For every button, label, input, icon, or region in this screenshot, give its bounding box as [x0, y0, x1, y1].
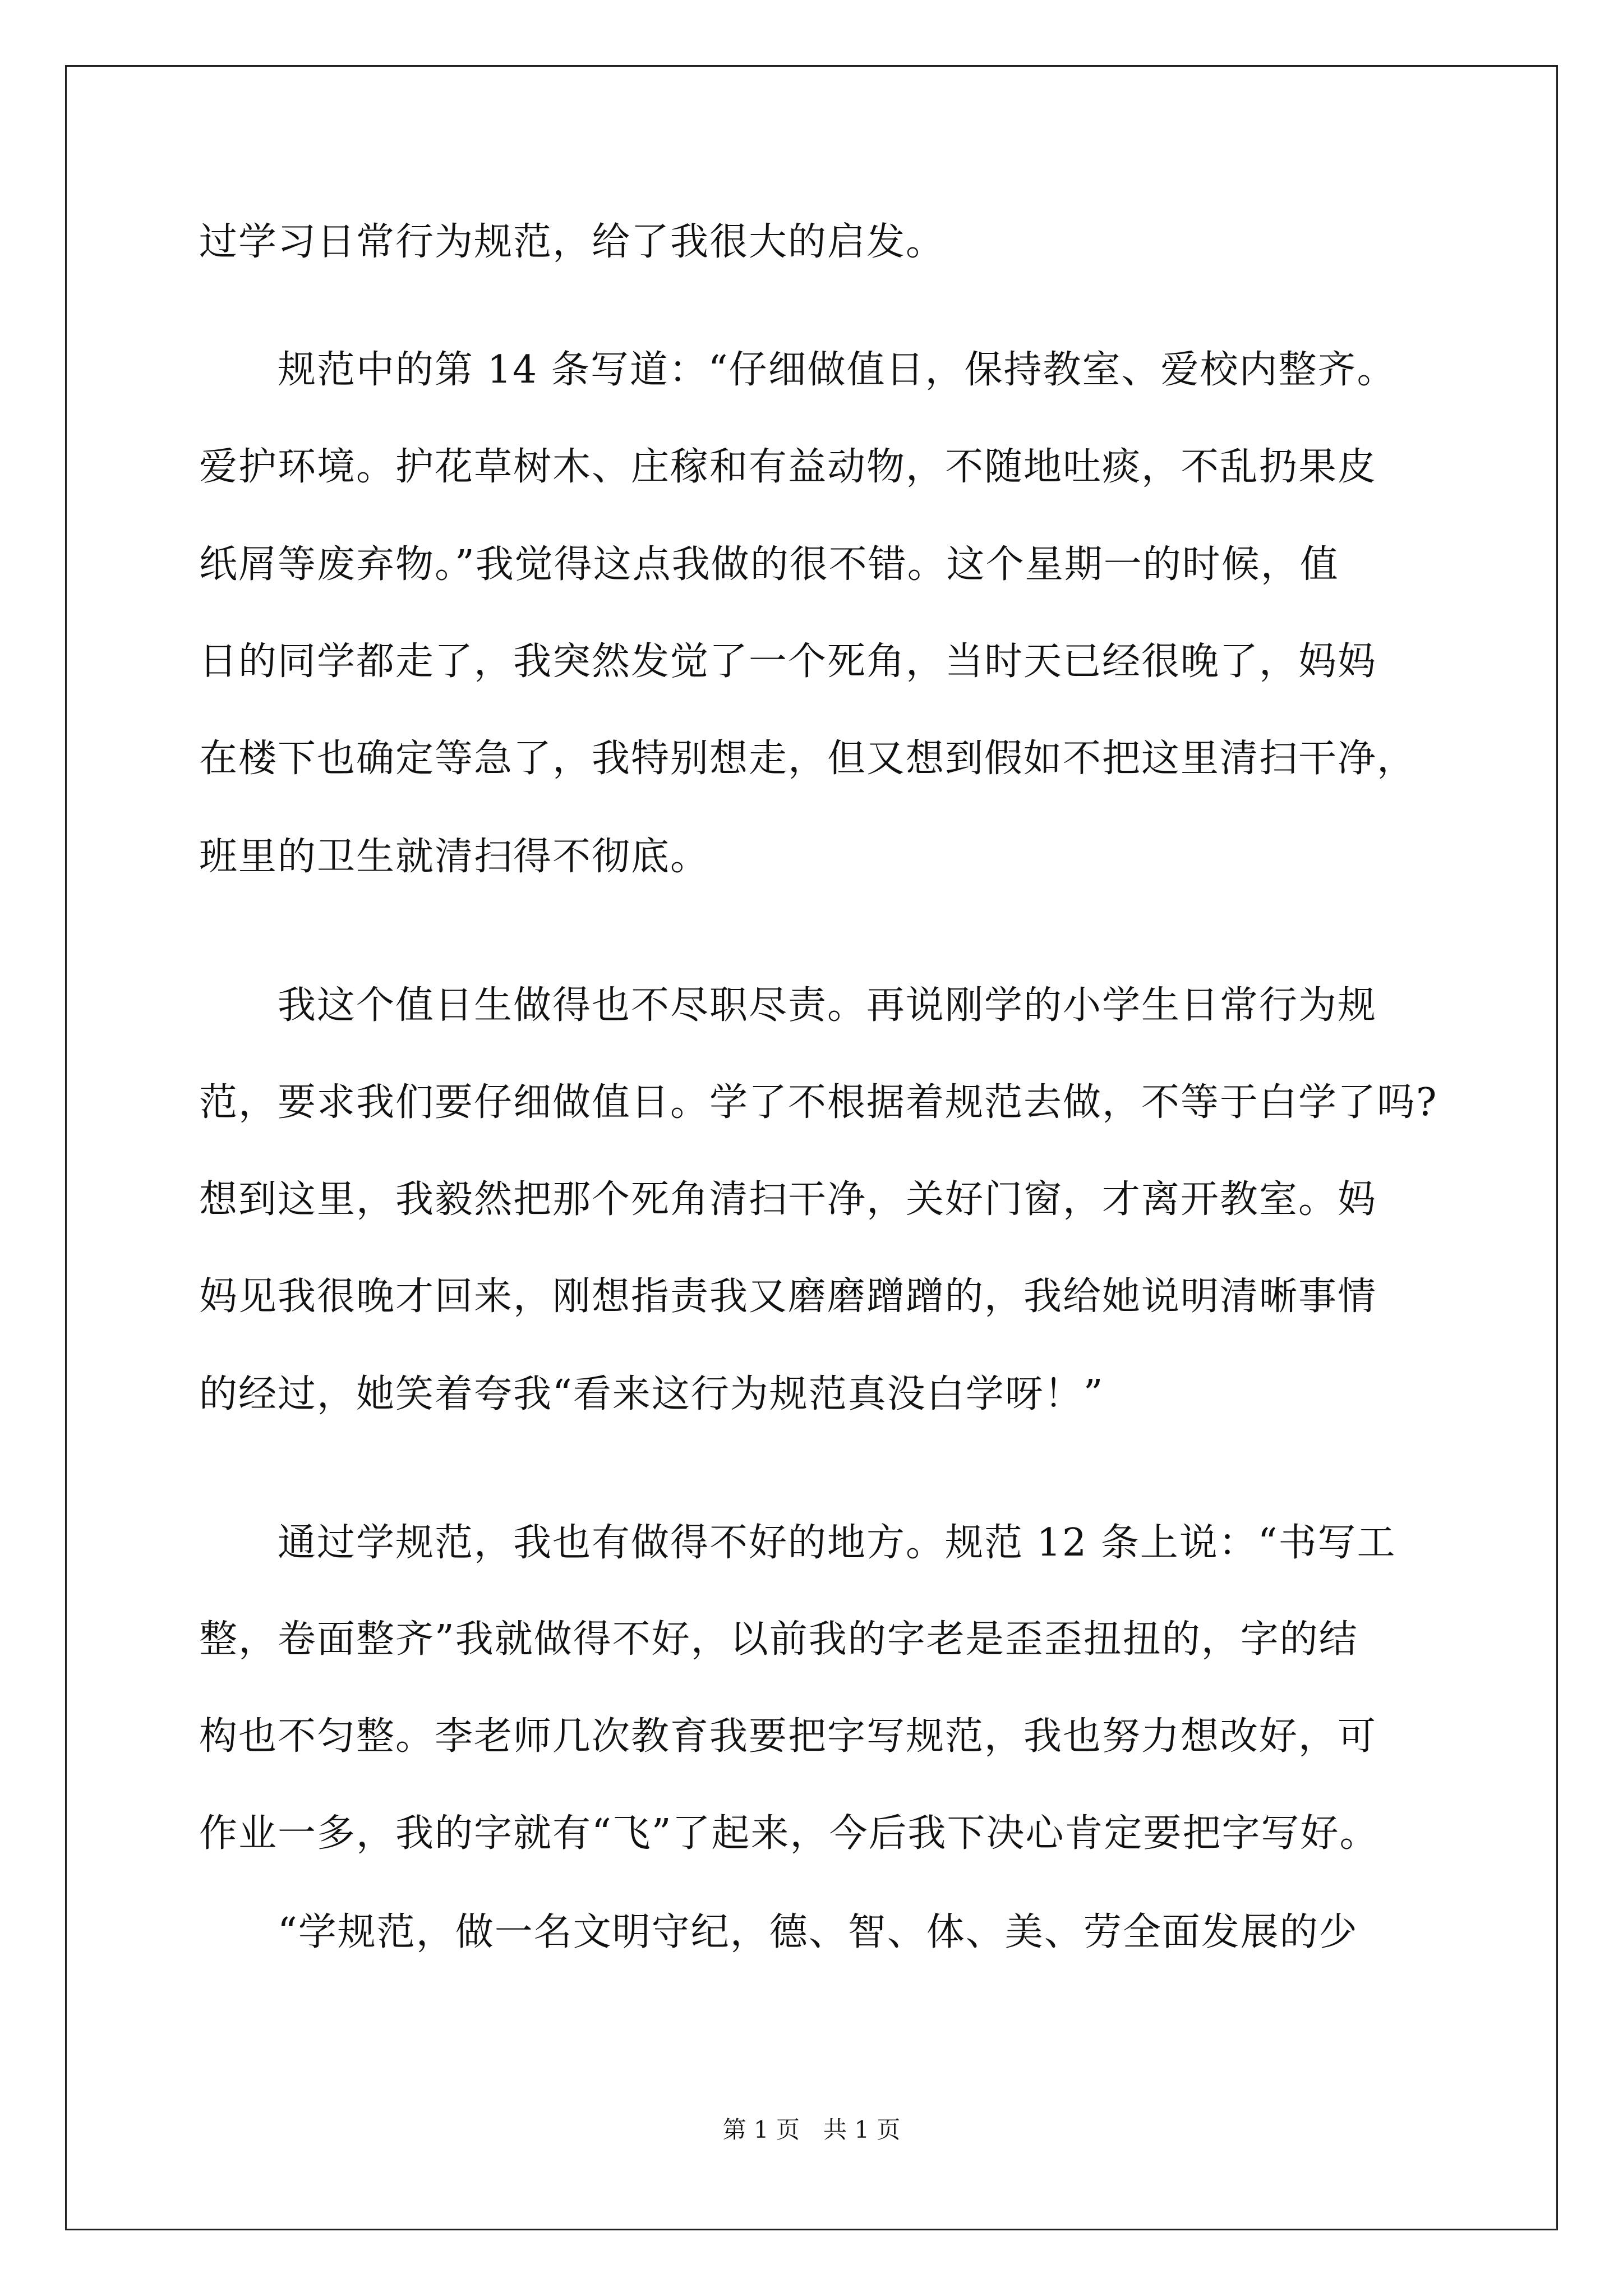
- body-text-line: 整，卷面整齐”我就做得不好，以前我的字老是歪歪扭扭的，字的结: [199, 1617, 1358, 1662]
- body-text-line: 构也不匀整。李老师几次教育我要把字写规范，我也努力想改好，可: [199, 1714, 1377, 1759]
- body-text-line: 纸屑等废弃物。”我觉得这点我做的很不错。这个星期一的时候，值: [199, 542, 1339, 587]
- body-text-line: 爱护环境。护花草树木、庄稼和有益动物，不随地吐痰，不乱扔果皮: [199, 445, 1377, 489]
- body-text-line: 作业一多，我的字就有“飞”了起来，今后我下决心肯定要把字写好。: [199, 1811, 1379, 1856]
- body-text-line: 班里的卫生就清扫得不彻底。: [199, 835, 710, 879]
- body-text-line: 范，要求我们要仔细做值日。学了不根据着规范去做，不等于白学了吗?: [199, 1080, 1438, 1125]
- body-text-line: 日的同学都走了，我突然发觉了一个死角，当时天已经很晚了，妈妈: [199, 639, 1377, 684]
- body-text-line: 过学习日常行为规范，给了我很大的启发。: [199, 220, 946, 264]
- body-text-line: 通过学规范，我也有做得不好的地方。规范 12 条上说：“书写工: [199, 1521, 1396, 1565]
- body-text-line: 规范中的第 14 条写道：“仔细做值日，保持教室、爱校内整齐。: [199, 348, 1396, 392]
- body-text-line: 想到这里，我毅然把那个死角清扫干净，关好门窗，才离开教室。妈: [199, 1177, 1377, 1222]
- body-text-line: “学规范，做一名文明守纪，德、智、体、美、劳全面发展的少: [199, 1910, 1358, 1954]
- body-text-line: 我这个值日生做得也不尽职尽责。再说刚学的小学生日常行为规: [199, 983, 1377, 1028]
- body-text-line: 的经过，她笑着夸我“看来这行为规范真没白学呀！”: [199, 1372, 1104, 1416]
- body-text-line: 妈见我很晚才回来，刚想指责我又磨磨蹭蹭的，我给她说明清晰事情: [199, 1274, 1377, 1319]
- body-text-line: 在楼下也确定等急了，我特别想走，但又想到假如不把这里清扫干净，: [199, 737, 1417, 781]
- page-number-footer: 第 1 页 共 1 页: [722, 2116, 901, 2143]
